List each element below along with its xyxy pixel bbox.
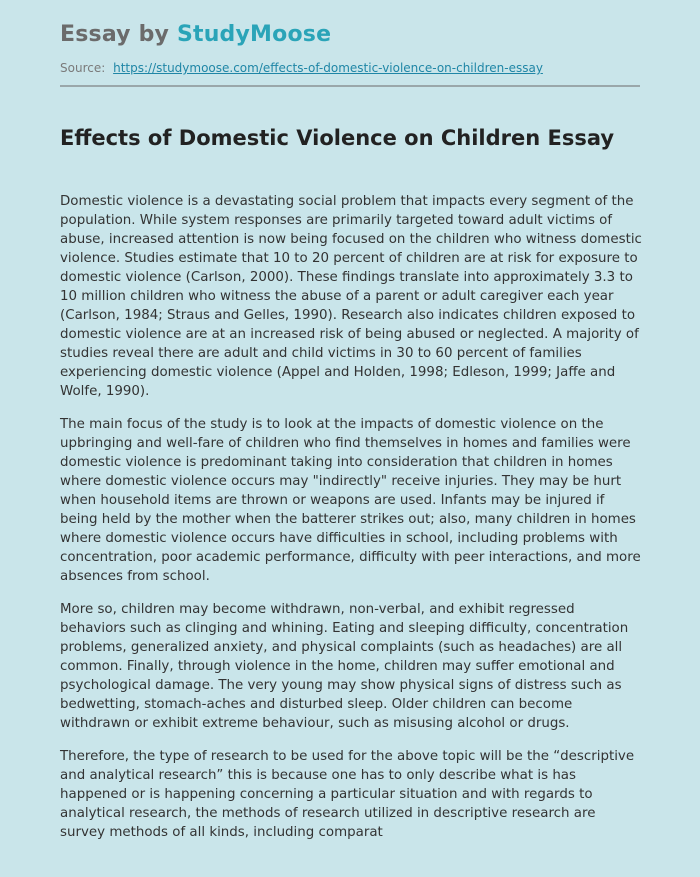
essay-paragraph: Therefore, the type of research to be used for the above topic will be the “descriptive and analytical research” this is because one has to only describe what is has happened or is happening concerning a particular situation and with regards to analytical research, the methods of research utilized in descriptive research are survey methods of all kinds, including comparat [60,749,635,840]
essay-body [60,192,642,856]
header-divider [60,85,640,87]
essay-paragraph: Domestic violence is a devastating social problem that impacts every segment of the population. While system responses are primarily targeted toward adult victims of abuse, increased attention is now being focused on the children who witness domestic violence. Studies estimate that 10 to 20 percent of children are at risk for exposure to domestic violence (Carlson, 2000). These findings translate into approximately 3.3 to 10 million children who witness the abuse of a parent or adult caregiver each year (Carlson, 1984; Straus and Gelles, 1990). Research also indicates children exposed to domestic violence are at an increased risk of being abused or neglected. A majority of studies reveal there are adult and child victims in 30 to 60 percent of families experiencing domestic violence (Appel and Holden, 1998; Edleson, 1999; Jaffe and Wolfe, 1990). [60,194,642,399]
source-label: Source: [60,61,106,75]
brand-prefix: Essay by [60,22,170,47]
essay-paragraph: More so, children may become withdrawn, non-verbal, and exhibit regressed behaviors such as clinging and whining. Eating and sleeping difficulty, concentration problems, generalized anxiety, and physical complaints (such as headaches) are all common. Finally, through violence in the home, children may suffer emotional and psychological damage. The very young may show physical signs of distress such as bedwetting, stomach-aches and disturbed sleep. Older children can become withdrawn or exhibit extreme behaviour, such as misusing alcohol or drugs. [60,602,629,731]
source-link[interactable]: https://studymoose.com/effects-of-domestic-violence-on-children-essay [113,61,543,75]
source-line [60,60,543,76]
essay-title: Effects of Domestic Violence on Children Essay [60,126,615,150]
brand-name: StudyMoose [176,22,332,47]
essay-paragraph: The main focus of the study is to look at the impacts of domestic violence on the upbringing and well-fare of children who find themselves in homes and families were domestic violence is predominant taking into consideration that children in homes where domestic violence occurs may "indirectly" receive injuries. They may be hurt when household items are thrown or weapons are used. Infants may be injured if being held by the mother when the batterer strikes out; also, many children in homes where domestic violence occurs have difficulties in school, including problems with concentration, poor academic performance, difficulty with peer interactions, and more absences from school. [60,417,641,584]
site-brand[interactable] [60,20,331,50]
